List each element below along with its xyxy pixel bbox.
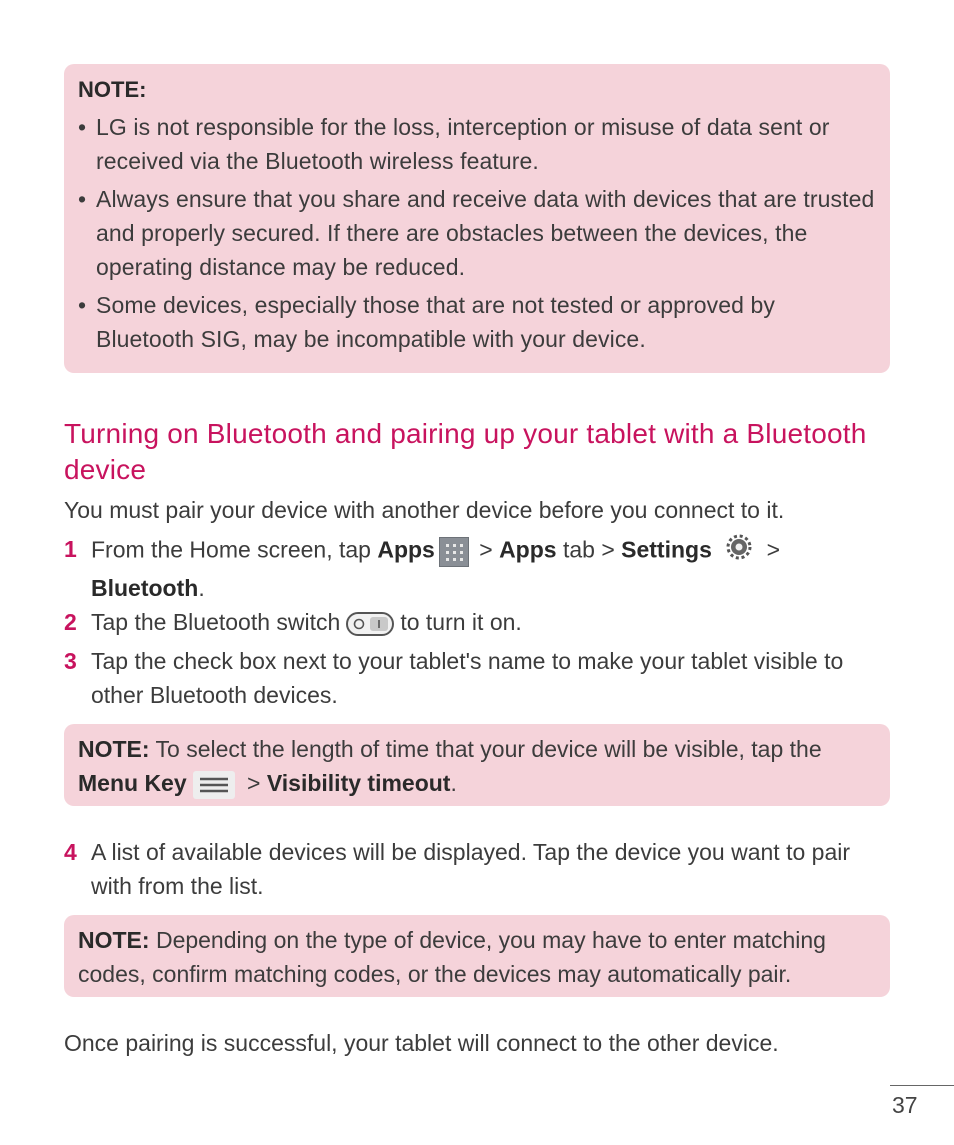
note-bullet: • LG is not responsible for the loss, interception or misuse of data sent or received via the Bluetooth wireless feature. bbox=[78, 110, 876, 178]
note-bullet: • Always ensure that you share and receive data with devices that are trusted and properly secured. If there are obstacles between the devices, the operating distance may be reduced. bbox=[78, 182, 876, 284]
closing-paragraph: Once pairing is successful, your tablet will connect to the other device. bbox=[64, 1030, 779, 1056]
intro-paragraph: You must pair your device with another device before you connect to it. bbox=[64, 497, 785, 523]
note-label: NOTE: bbox=[78, 927, 150, 953]
step-number: 1 bbox=[64, 536, 77, 562]
apps-grid-icon bbox=[439, 537, 469, 567]
toggle-switch-icon bbox=[346, 612, 394, 636]
note-text: NOTE: Depending on the type of device, you may have to enter matching codes, confirm matching codes, or the devices may automatically pair. bbox=[78, 927, 826, 987]
note-label: NOTE: bbox=[78, 736, 150, 762]
note-bullet-list bbox=[78, 110, 876, 356]
step-text: Tap the Bluetooth switch to turn it on. bbox=[91, 609, 522, 635]
step-3 bbox=[64, 644, 894, 712]
menu-key-icon bbox=[193, 771, 235, 799]
note-box-visibility bbox=[64, 724, 890, 806]
page-number: 37 bbox=[892, 1092, 918, 1118]
step-text: A list of available devices will be displayed. Tap the device you want to pair with from the list. bbox=[91, 839, 851, 899]
step-2 bbox=[64, 605, 894, 639]
step-number: 4 bbox=[64, 839, 77, 865]
note-box-bluetooth-disclaimer bbox=[64, 64, 890, 373]
note-bullet: • Some devices, especially those that are not tested or approved by Bluetooth SIG, may be incompatible with your device. bbox=[78, 288, 876, 356]
step-4 bbox=[64, 835, 894, 903]
note-text: NOTE: To select the length of time that your device will be visible, tap the Menu Key > Visibility timeout. bbox=[78, 732, 876, 800]
step-1 bbox=[64, 532, 894, 605]
step-number: 2 bbox=[64, 609, 77, 635]
step-text: Tap the check box next to your tablet's name to make your tablet visible to other Bluetooth devices. bbox=[91, 648, 844, 708]
step-number: 3 bbox=[64, 648, 77, 674]
page-number-rule bbox=[890, 1085, 954, 1086]
step-text: From the Home screen, tap Apps > Apps tab > Settings > Bluetooth. bbox=[64, 532, 894, 605]
note-box-pairing-codes bbox=[64, 915, 890, 997]
section-heading: Turning on Bluetooth and pairing up your tablet with a Bluetooth device bbox=[64, 418, 867, 485]
settings-gear-icon bbox=[724, 532, 754, 571]
note-title: NOTE: bbox=[78, 77, 147, 102]
